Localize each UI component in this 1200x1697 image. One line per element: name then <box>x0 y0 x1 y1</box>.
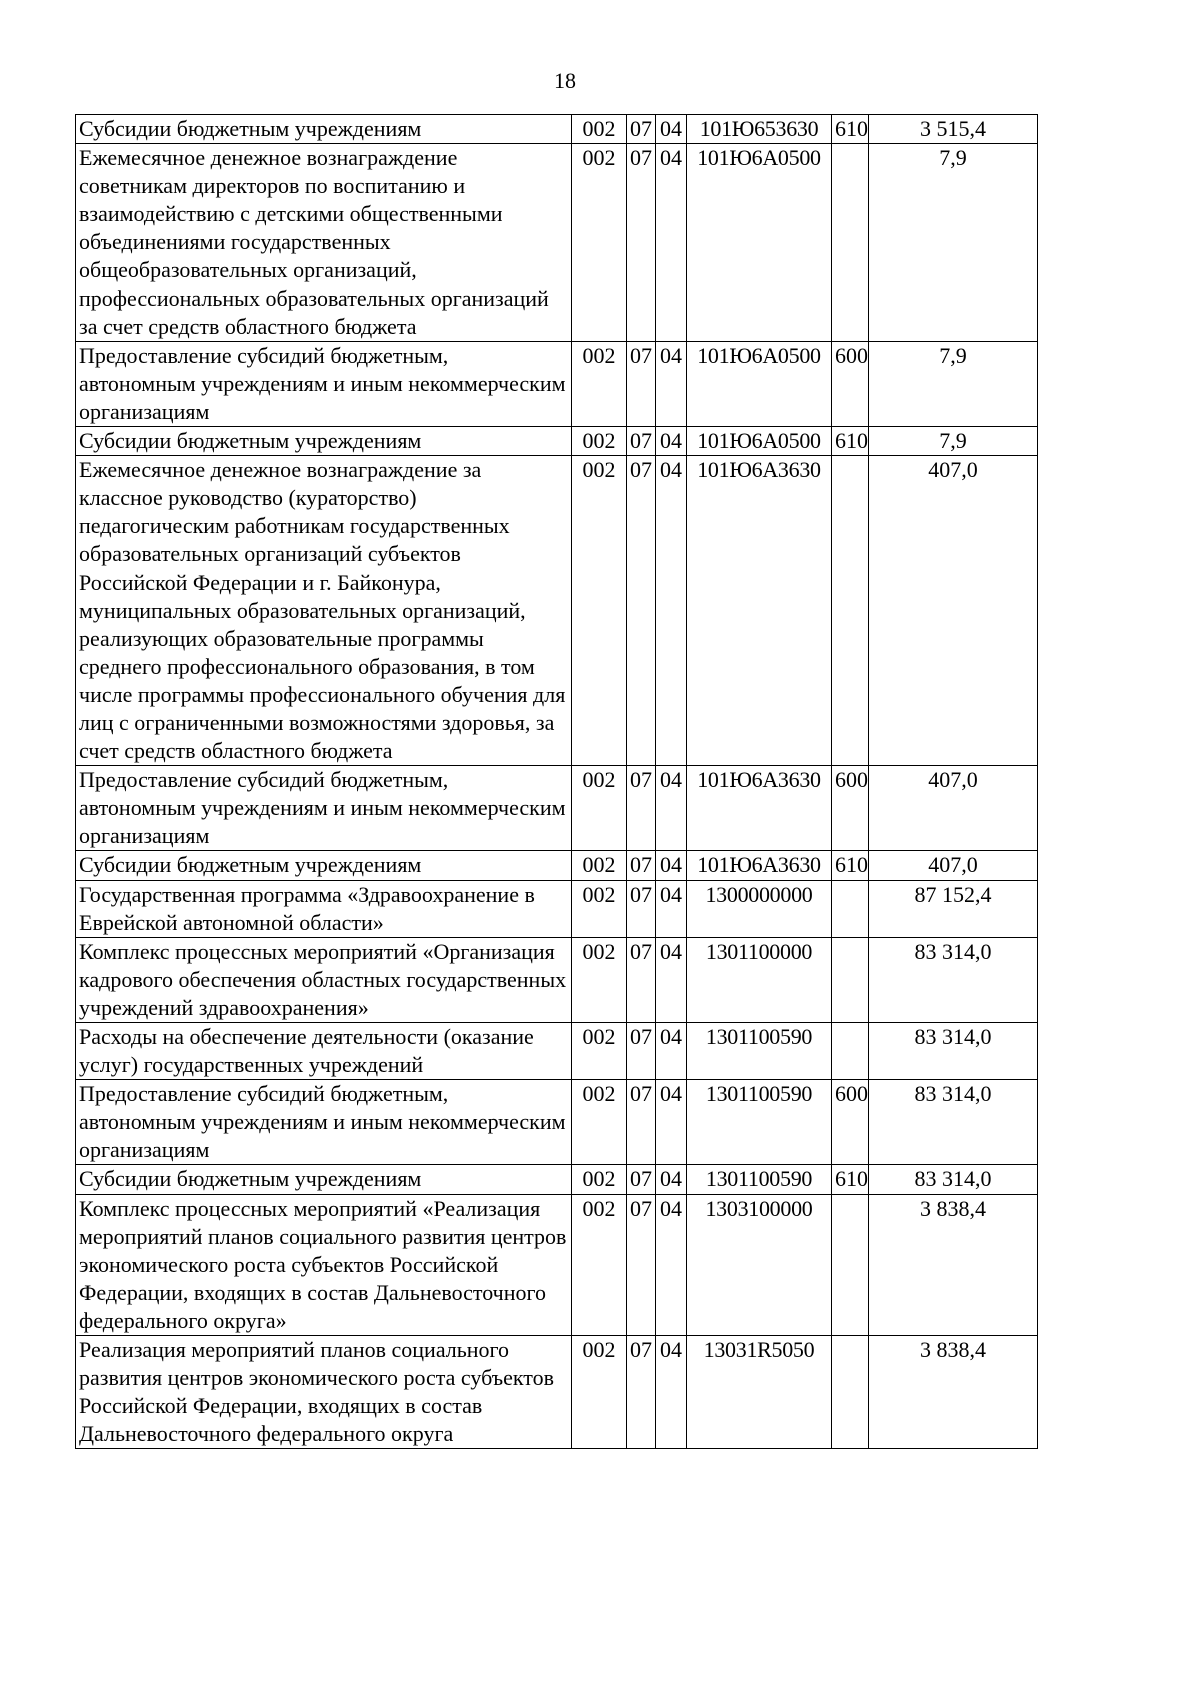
target-item-code: 101Ю6А0500 <box>687 144 832 342</box>
expense-type-code <box>832 1194 869 1335</box>
subsection-code: 04 <box>656 427 687 456</box>
budget-table <box>75 114 1038 1449</box>
admin-code: 002 <box>572 1080 627 1165</box>
target-item-code: 101Ю653630 <box>687 115 832 144</box>
admin-code: 002 <box>572 1023 627 1080</box>
admin-code: 002 <box>572 427 627 456</box>
admin-code: 002 <box>572 880 627 937</box>
amount: 83 314,0 <box>869 1165 1038 1194</box>
table-row <box>76 851 1038 880</box>
section-code: 07 <box>627 1080 656 1165</box>
section-code: 07 <box>627 851 656 880</box>
table-row <box>76 341 1038 426</box>
expense-type-code: 610 <box>832 115 869 144</box>
target-item-code: 1301100590 <box>687 1165 832 1194</box>
row-name: Субсидии бюджетным учреждениям <box>76 427 572 456</box>
subsection-code: 04 <box>656 1165 687 1194</box>
section-code: 07 <box>627 1336 656 1449</box>
expense-type-code <box>832 1336 869 1449</box>
subsection-code: 04 <box>656 1080 687 1165</box>
table-row <box>76 766 1038 851</box>
table-body <box>76 115 1038 1449</box>
table-row <box>76 880 1038 937</box>
row-name: Субсидии бюджетным учреждениям <box>76 1165 572 1194</box>
expense-type-code: 610 <box>832 1165 869 1194</box>
table-row <box>76 937 1038 1022</box>
subsection-code: 04 <box>656 1023 687 1080</box>
table-row <box>76 427 1038 456</box>
target-item-code: 1301100590 <box>687 1080 832 1165</box>
target-item-code: 1303100000 <box>687 1194 832 1335</box>
row-name: Расходы на обеспечение деятельности (оказание услуг) государственных учреждений <box>76 1023 572 1080</box>
subsection-code: 04 <box>656 880 687 937</box>
table-row <box>76 1194 1038 1335</box>
target-item-code: 1301100000 <box>687 937 832 1022</box>
target-item-code: 1300000000 <box>687 880 832 937</box>
table-row <box>76 456 1038 766</box>
target-item-code: 101Ю6А0500 <box>687 427 832 456</box>
table-row <box>76 1336 1038 1449</box>
section-code: 07 <box>627 456 656 766</box>
section-code: 07 <box>627 766 656 851</box>
amount: 3 838,4 <box>869 1194 1038 1335</box>
subsection-code: 04 <box>656 1194 687 1335</box>
admin-code: 002 <box>572 766 627 851</box>
target-item-code: 101Ю6А3630 <box>687 456 832 766</box>
subsection-code: 04 <box>656 851 687 880</box>
target-item-code: 13031R5050 <box>687 1336 832 1449</box>
amount: 3 838,4 <box>869 1336 1038 1449</box>
target-item-code: 1301100590 <box>687 1023 832 1080</box>
subsection-code: 04 <box>656 341 687 426</box>
admin-code: 002 <box>572 1194 627 1335</box>
expense-type-code: 610 <box>832 427 869 456</box>
amount: 7,9 <box>869 144 1038 342</box>
amount: 7,9 <box>869 341 1038 426</box>
row-name: Государственная программа «Здравоохранение в Еврейской автономной области» <box>76 880 572 937</box>
amount: 407,0 <box>869 766 1038 851</box>
admin-code: 002 <box>572 1336 627 1449</box>
table-row <box>76 144 1038 342</box>
expense-type-code <box>832 1023 869 1080</box>
expense-type-code: 600 <box>832 341 869 426</box>
amount: 407,0 <box>869 456 1038 766</box>
row-name: Реализация мероприятий планов социального развития центров экономического роста субъектов Российской Федерации, входящих в состав Дальневосточного федерального округа <box>76 1336 572 1449</box>
subsection-code: 04 <box>656 937 687 1022</box>
page-number: 18 <box>554 68 576 93</box>
row-name: Ежемесячное денежное вознаграждение за классное руководство (кураторство) педагогическим работникам государственных образовательных организаций субъектов Российской Федерации и г. Байконура, муниципальных образовательных организаций, реализующих образовательные программы среднего профессионального образования, в том числе программы профессионального обучения для лиц с ограниченными возможностями здоровья, за счет средств областного бюджета <box>76 456 572 766</box>
amount: 83 314,0 <box>869 937 1038 1022</box>
admin-code: 002 <box>572 144 627 342</box>
amount: 83 314,0 <box>869 1023 1038 1080</box>
row-name: Комплекс процессных мероприятий «Реализация мероприятий планов социального развития центров экономического роста субъектов Российской Федерации, входящих в состав Дальневосточного федерального округа» <box>76 1194 572 1335</box>
amount: 83 314,0 <box>869 1080 1038 1165</box>
table-row <box>76 1080 1038 1165</box>
expense-type-code: 600 <box>832 766 869 851</box>
admin-code: 002 <box>572 937 627 1022</box>
admin-code: 002 <box>572 115 627 144</box>
section-code: 07 <box>627 427 656 456</box>
expense-type-code: 610 <box>832 851 869 880</box>
row-name: Предоставление субсидий бюджетным, автономным учреждениям и иным некоммерческим организациям <box>76 766 572 851</box>
table-row <box>76 1165 1038 1194</box>
row-name: Предоставление субсидий бюджетным, автономным учреждениям и иным некоммерческим организациям <box>76 341 572 426</box>
section-code: 07 <box>627 880 656 937</box>
row-name: Комплекс процессных мероприятий «Организация кадрового обеспечения областных государственных учреждений здравоохранения» <box>76 937 572 1022</box>
admin-code: 002 <box>572 851 627 880</box>
table-row <box>76 115 1038 144</box>
row-name: Субсидии бюджетным учреждениям <box>76 115 572 144</box>
amount: 7,9 <box>869 427 1038 456</box>
amount: 407,0 <box>869 851 1038 880</box>
subsection-code: 04 <box>656 1336 687 1449</box>
row-name: Предоставление субсидий бюджетным, автономным учреждениям и иным некоммерческим организациям <box>76 1080 572 1165</box>
section-code: 07 <box>627 937 656 1022</box>
expense-type-code <box>832 880 869 937</box>
section-code: 07 <box>627 115 656 144</box>
amount: 87 152,4 <box>869 880 1038 937</box>
expense-type-code <box>832 937 869 1022</box>
admin-code: 002 <box>572 1165 627 1194</box>
section-code: 07 <box>627 144 656 342</box>
subsection-code: 04 <box>656 766 687 851</box>
row-name: Ежемесячное денежное вознаграждение советникам директоров по воспитанию и взаимодействию с детскими общественными объединениями государственных общеобразовательных организаций, профессиональных образовательных организаций за счет средств областного бюджета <box>76 144 572 342</box>
subsection-code: 04 <box>656 456 687 766</box>
section-code: 07 <box>627 341 656 426</box>
section-code: 07 <box>627 1023 656 1080</box>
section-code: 07 <box>627 1165 656 1194</box>
row-name: Субсидии бюджетным учреждениям <box>76 851 572 880</box>
section-code: 07 <box>627 1194 656 1335</box>
target-item-code: 101Ю6А3630 <box>687 851 832 880</box>
subsection-code: 04 <box>656 115 687 144</box>
admin-code: 002 <box>572 341 627 426</box>
table-row <box>76 1023 1038 1080</box>
subsection-code: 04 <box>656 144 687 342</box>
expense-type-code <box>832 144 869 342</box>
expense-type-code: 600 <box>832 1080 869 1165</box>
target-item-code: 101Ю6А0500 <box>687 341 832 426</box>
amount: 3 515,4 <box>869 115 1038 144</box>
expense-type-code <box>832 456 869 766</box>
target-item-code: 101Ю6А3630 <box>687 766 832 851</box>
admin-code: 002 <box>572 456 627 766</box>
